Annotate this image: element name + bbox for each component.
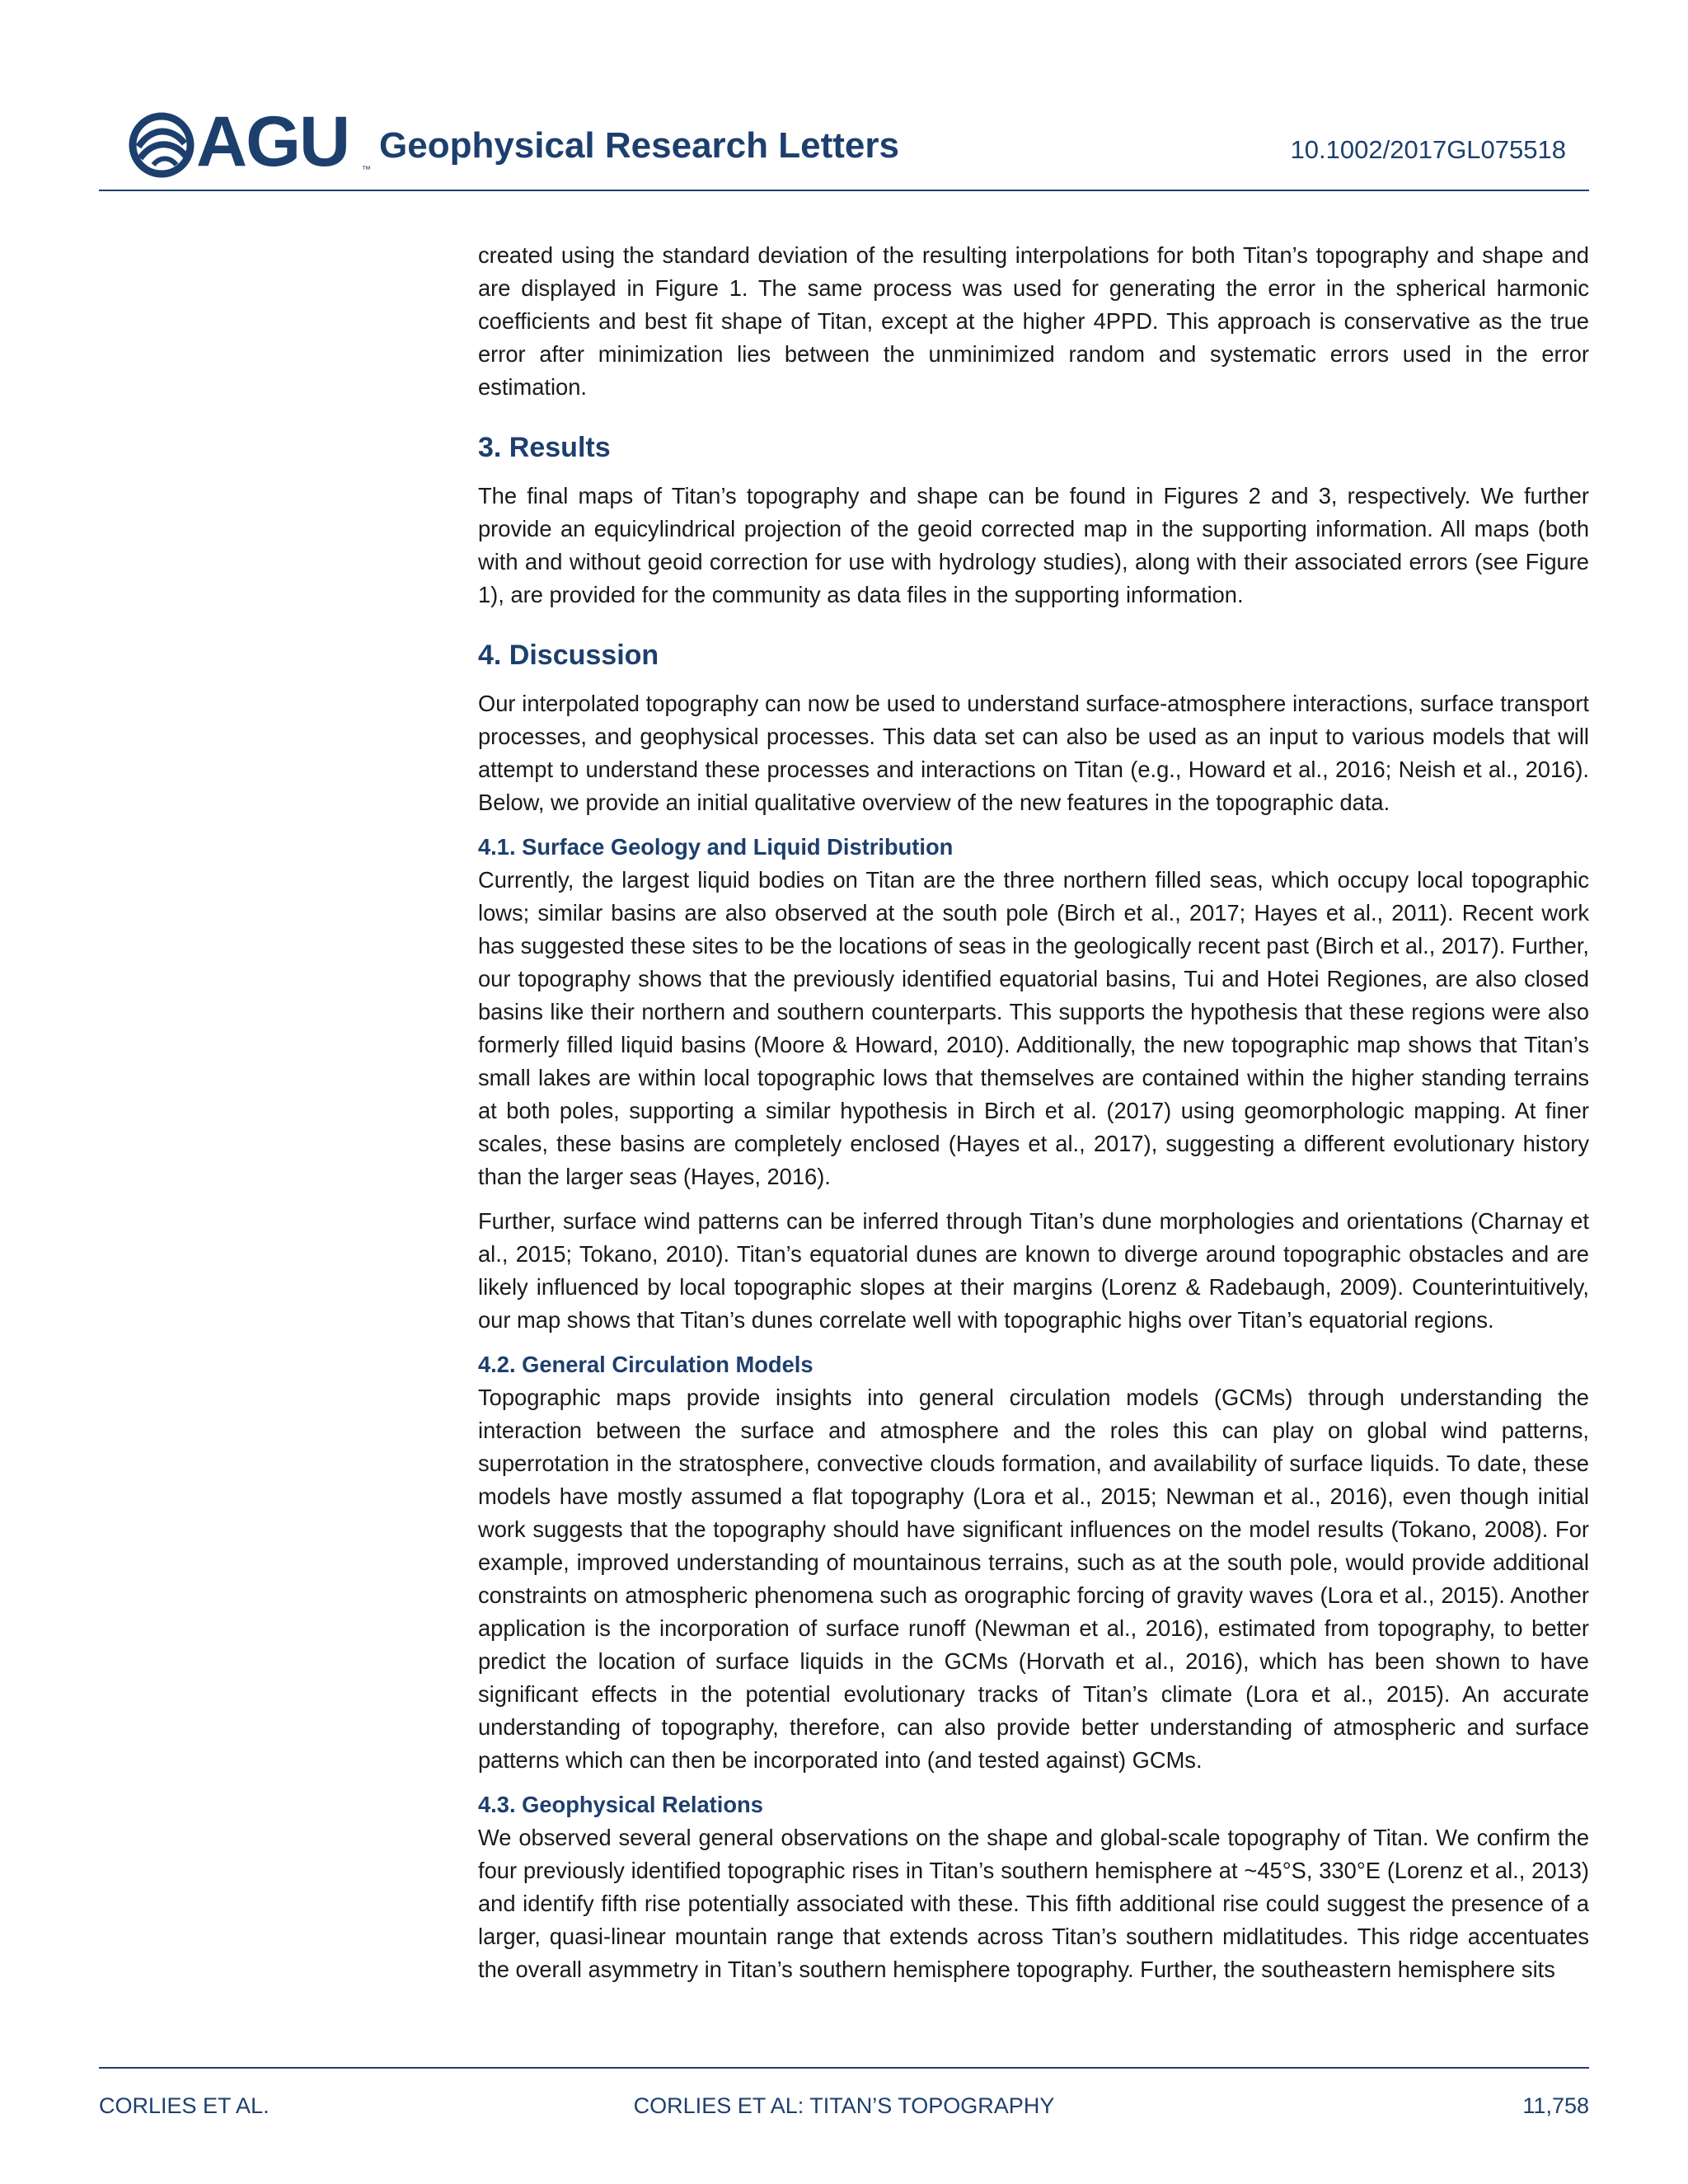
footer-running-title: CORLIES ET AL: TITAN’S TOPOGRAPHY <box>633 2093 1055 2118</box>
doi-link[interactable]: 10.1002/2017GL075518 <box>1290 135 1566 164</box>
surface-geology-paragraph-1: Currently, the largest liquid bodies on Titan are the three northern filled seas, which occupy local topographic lows; similar basins are also observed at the south pole (Birch et al., 2017; Hayes et al., 2011). Recent work has suggested these sites to be the locations of seas in the geologically recent past (Birch et al., 2017). Further, our topography shows that the previously identified equatorial basins, Tui and Hotei Regiones, are also closed basins like their northern and southern counterparts. This supports the hypothesis that these regions were also formerly filled liquid basins (Moore & Howard, 2010). Additionally, the new topographic map shows that Titan’s small lakes are within local topographic lows that themselves are contained within the higher standing terrains at both poles, supporting a similar hypothesis in Birch et al. (2017) using geomorphologic mapping. At finer scales, these basins are completely enclosed (Hayes et al., 2017), suggesting a different evolutionary history than the larger seas (Hayes, 2016). <box>478 867 1589 1189</box>
footer-page-number: 11,758 <box>1522 2093 1589 2118</box>
journal-title: Geophysical Research Letters <box>379 125 899 166</box>
surface-geology-paragraph-2: Further, surface wind patterns can be inferred through Titan’s dune morphologies and orientations (Charnay et al., 2015; Tokano, 2010). Titan’s equatorial dunes are known to diverge around topographic obstacles and are likely influenced by local topographic slopes at their margins (Lorenz & Radebaugh, 2009). Counterintuitively, our map shows that Titan’s dunes correlate well with topographic highs over Titan’s equatorial regions. <box>478 1208 1589 1333</box>
header-divider <box>99 190 1589 191</box>
logo-trademark: ™ <box>362 165 371 175</box>
intro-paragraph: created using the standard deviation of the resulting interpolations for both Titan’s topography and shape and are displayed in Figure 1. The same process was used for generating the error in the spherical harmonic coefficients and best fit shape of Titan, except at the higher 4PPD. This approach is conservative as the true error after minimization lies between the unminimized random and systematic errors used in the error estimation. <box>478 242 1589 400</box>
geophysical-relations-paragraph: We observed several general observations on the shape and global-scale topography of Titan. We confirm the four previously identified topographic rises in Titan’s southern hemisphere at ~45°S, 330°E (Lorenz et al., 2013) and identify fifth rise potentially associated with these. This fifth additional rise could suggest the presence of a larger, quasi-linear mountain range that extends across Titan’s southern midlatitudes. This ridge accentuates the overall asymmetry in Titan’s southern hemisphere topography. Further, the southeastern hemisphere sits <box>478 1825 1589 1982</box>
footer-authors: CORLIES ET AL. <box>99 2093 270 2118</box>
subsection-heading-4-2: 4.2. General Circulation Models <box>478 1352 814 1377</box>
results-paragraph: The final maps of Titan’s topography and shape can be found in Figures 2 and 3, respectively. We further provide an equicylindrical projection of the geoid corrected map in the supporting information. All maps (both with and without geoid correction for use with hydrology studies), along with their associated errors (see Figure 1), are provided for the community as data files in the supporting information. <box>478 483 1589 607</box>
page-header <box>99 102 1589 190</box>
subsection-heading-4-3: 4.3. Geophysical Relations <box>478 1792 763 1817</box>
logo-text: AGU <box>196 102 349 181</box>
footer-divider <box>99 2067 1589 2069</box>
gcm-paragraph: Topographic maps provide insights into general circulation models (GCMs) through understanding the interaction between the surface and atmosphere and the roles this can play on global wind patterns, superrotation in the stratosphere, convective clouds formation, and availability of surface liquids. To date, these models have mostly assumed a flat topography (Lora et al., 2015; Newman et al., 2016), even though initial work suggests that the topography should have significant influences on the model results (Tokano, 2008). For example, improved understanding of mountainous terrains, such as at the south pole, would provide additional constraints on atmospheric phenomena such as orographic forcing of gravity waves (Lora et al., 2015). Another application is the incorporation of surface runoff (Newman et al., 2016), estimated from topography, to better predict the location of surface liquids in the GCMs (Horvath et al., 2016), which has been shown to have significant effects in the potential evolutionary tracks of Titan’s climate (Lora et al., 2015). An accurate understanding of topography, therefore, can also provide better understanding of atmospheric and surface patterns which can then be incorporated into (and tested against) GCMs. <box>478 1385 1589 1773</box>
subsection-heading-4-1: 4.1. Surface Geology and Liquid Distribution <box>478 834 954 860</box>
discussion-paragraph: Our interpolated topography can now be used to understand surface-atmosphere interactions, surface transport processes, and geophysical processes. This data set can also be used as an input to various models that will attempt to understand these processes and interactions on Titan (e.g., Howard et al., 2016; Neish et al., 2016). Below, we provide an initial qualitative overview of the new features in the topographic data. <box>478 691 1589 815</box>
section-heading-discussion: 4. Discussion <box>478 640 659 671</box>
section-heading-results: 3. Results <box>478 432 611 463</box>
agu-globe-icon <box>129 112 198 178</box>
article-body <box>478 239 1589 1998</box>
